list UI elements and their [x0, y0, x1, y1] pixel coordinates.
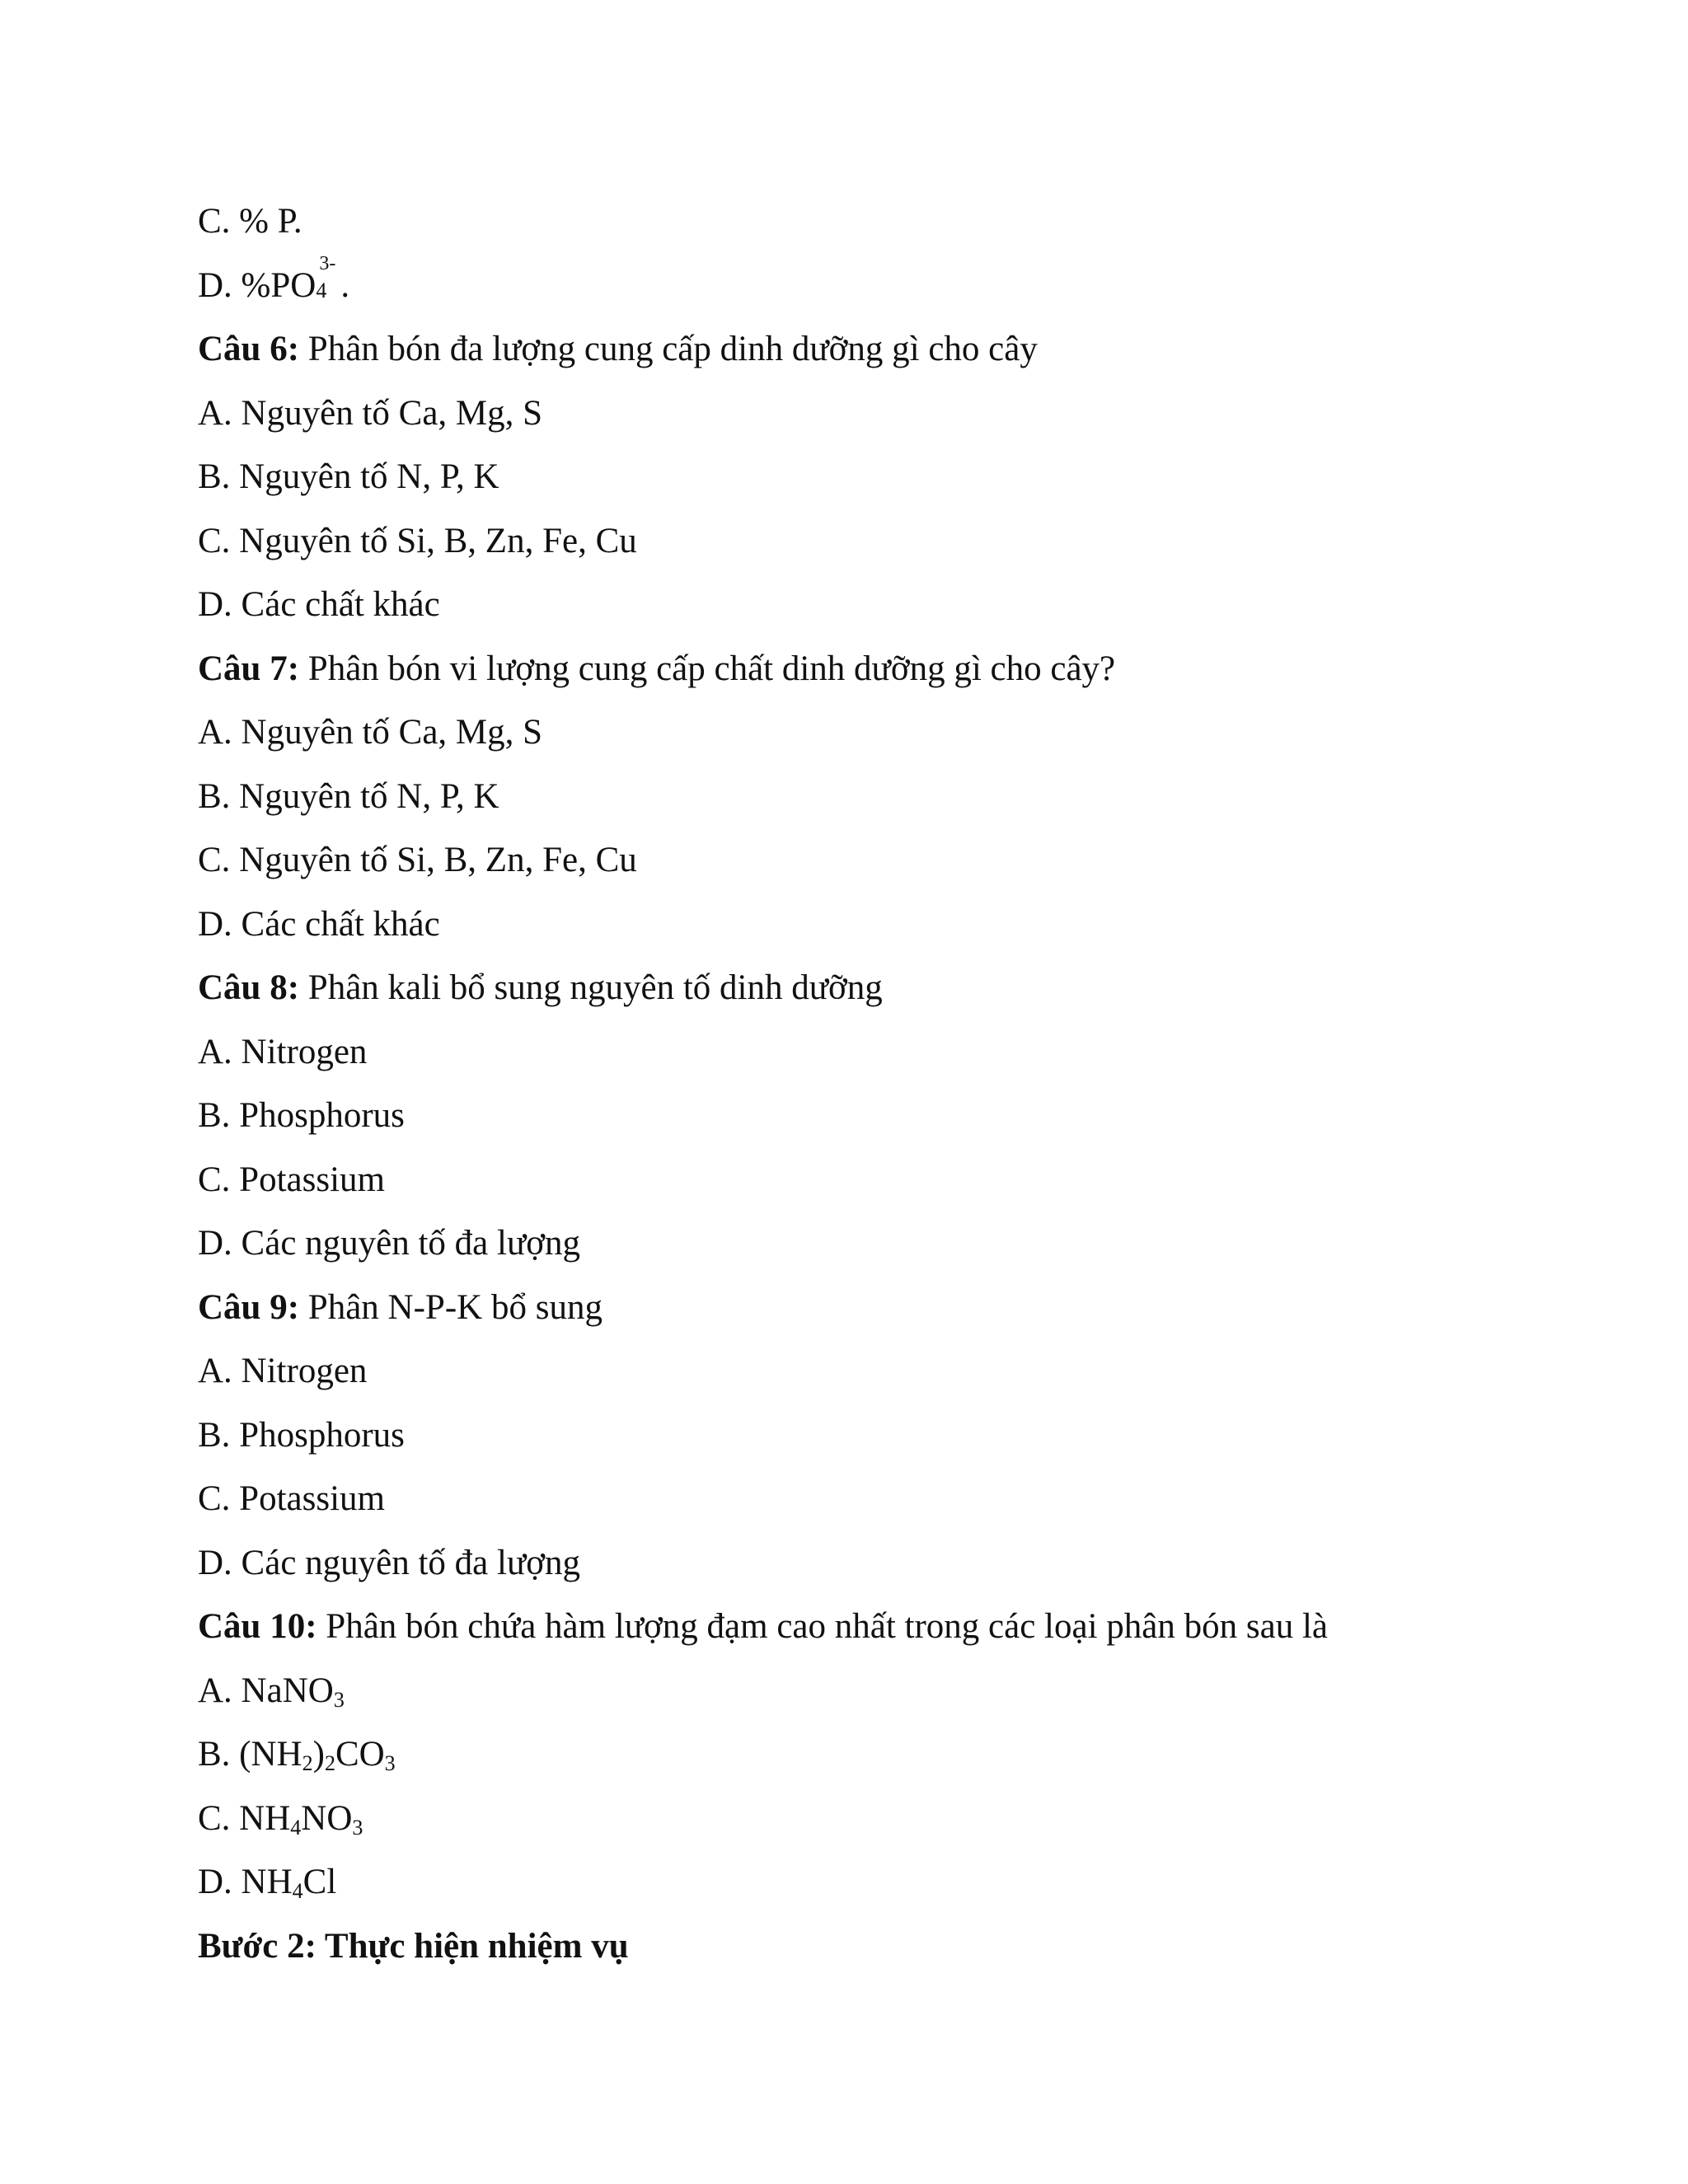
q6-option-c: C. Nguyên tố Si, B, Zn, Fe, Cu — [198, 521, 637, 560]
q9-option-b: B. Phosphorus — [198, 1415, 405, 1455]
q8-option-b: B. Phosphorus — [198, 1096, 405, 1135]
q5-option-c: C. % P. — [198, 202, 302, 241]
q5-option-d-prefix: D. %PO — [198, 265, 316, 305]
q10-option-c — [198, 1787, 1599, 1851]
question-8 — [198, 956, 1599, 1020]
q10-b-part1: B. (NH — [198, 1735, 302, 1774]
q10-option-b — [198, 1722, 1599, 1787]
q7-option-d: D. Các chất khác — [198, 904, 440, 944]
q10-option-a — [198, 1659, 1599, 1723]
q10-c-part1: C. NH — [198, 1798, 291, 1838]
question-6-text: Phân bón đa lượng cung cấp dinh dưỡng gì cho cây — [299, 330, 1038, 368]
po4-subscript: 4 — [316, 278, 327, 302]
q9-option-a: A. Nitrogen — [198, 1352, 368, 1390]
document-page — [198, 190, 1599, 1978]
q10-b-part2: ) — [312, 1735, 325, 1774]
q7-option-b: B. Nguyên tố N, P, K — [198, 776, 499, 816]
q6-option-a: A. Nguyên tố Ca, Mg, S — [198, 393, 543, 433]
q10-c-sub2: 3 — [352, 1815, 363, 1840]
q5-option-d — [198, 254, 1599, 318]
question-10-text: Phân bón chứa hàm lượng đạm cao nhất trong các loại phân bón sau là — [316, 1607, 1328, 1646]
question-9 — [198, 1276, 1599, 1340]
q6-option-b: B. Nguyên tố N, P, K — [198, 457, 499, 496]
question-7-text: Phân bón vi lượng cung cấp chất dinh dưỡng gì cho cây? — [299, 649, 1116, 688]
q9-option-c: C. Potassium — [198, 1479, 385, 1518]
question-6 — [198, 317, 1599, 382]
q10-option-d — [198, 1850, 1599, 1915]
question-7 — [198, 637, 1599, 701]
q10-d-sub1: 4 — [292, 1879, 303, 1903]
q6-option-d: D. Các chất khác — [198, 585, 440, 624]
question-9-label: Câu 9: — [198, 1287, 300, 1327]
question-7-label: Câu 7: — [198, 649, 300, 688]
step-2-heading: Bước 2: Thực hiện nhiệm vụ — [198, 1926, 629, 1966]
question-8-text: Phân kali bổ sung nguyên tố dinh dưỡng — [299, 968, 883, 1007]
q7-option-c: C. Nguyên tố Si, B, Zn, Fe, Cu — [198, 841, 637, 879]
q9-option-d: D. Các nguyên tố đa lượng — [198, 1543, 581, 1582]
q10-b-part3: CO — [335, 1735, 385, 1774]
po4-charge — [316, 252, 340, 302]
question-8-label: Câu 8: — [198, 968, 300, 1007]
q10-b-sub3: 3 — [384, 1751, 396, 1775]
q7-option-a: A. Nguyên tố Ca, Mg, S — [198, 713, 543, 752]
q10-d-part2: Cl — [302, 1863, 337, 1901]
q10-b-sub1: 2 — [302, 1751, 313, 1775]
q8-option-d: D. Các nguyên tố đa lượng — [198, 1224, 581, 1263]
q10-c-sub1: 4 — [290, 1815, 302, 1840]
q8-option-c: C. Potassium — [198, 1160, 385, 1199]
q10-c-part2: NO — [301, 1798, 353, 1838]
question-9-text: Phân N-P-K bổ sung — [299, 1287, 603, 1327]
question-10 — [198, 1595, 1599, 1659]
q8-option-a: A. Nitrogen — [198, 1032, 368, 1071]
q5-option-d-suffix: . — [340, 265, 350, 305]
question-10-label: Câu 10: — [198, 1607, 317, 1646]
q10-b-sub2: 2 — [324, 1751, 335, 1775]
question-6-label: Câu 6: — [198, 330, 300, 368]
q10-a-sub1: 3 — [333, 1687, 345, 1712]
po4-superscript: 3- — [319, 252, 336, 274]
q10-d-part1: D. NH — [198, 1863, 293, 1901]
q10-a-part1: A. NaNO — [198, 1671, 334, 1710]
